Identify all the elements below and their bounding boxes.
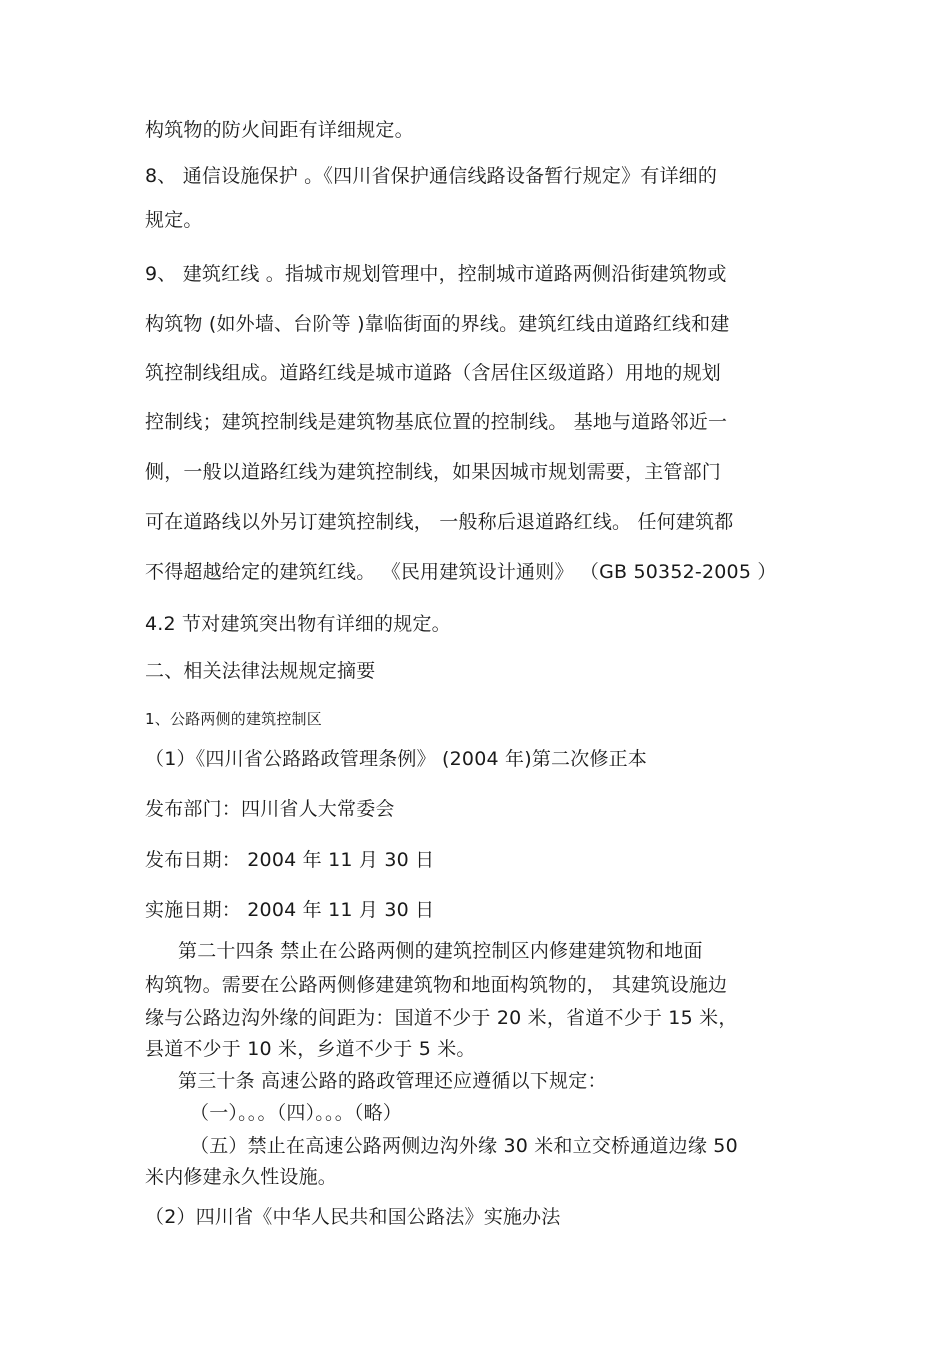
- text-line: （1）《四川省公路路政管理条例》 (2004 年)第二次修正本: [145, 748, 648, 770]
- text-line: 县道不少于 10 米，乡道不少于 5 米。: [145, 1038, 476, 1060]
- text-line: 发布日期： 2004 年 11 月 30 日: [145, 849, 435, 871]
- text-line: 第三十条 高速公路的路政管理还应遵循以下规定：: [178, 1070, 607, 1092]
- text-line: 不得超越给定的建筑红线。 《民用建筑设计通则》 （GB 50352-2005 ）: [145, 561, 777, 583]
- text-line: （五）禁止在高速公路两侧边沟外缘 30 米和立交桥通道边缘 50: [190, 1135, 738, 1157]
- text-line: 可在道路线以外另订建筑控制线， 一般称后退道路红线。 任何建筑都: [145, 511, 734, 533]
- text-line: 缘与公路边沟外缘的间距为：国道不少于 20 米，省道不少于 15 米，: [145, 1007, 738, 1029]
- text-line: 第二十四条 禁止在公路两侧的建筑控制区内修建建筑物和地面: [178, 940, 703, 962]
- section-heading: 二、相关法律法规规定摘要: [145, 660, 376, 682]
- text-line: 控制线；建筑控制线是建筑物基底位置的控制线。 基地与道路邻近一: [145, 411, 728, 433]
- text-line: 侧，一般以道路红线为建筑控制线，如果因城市规划需要，主管部门: [145, 461, 722, 483]
- text-line: （2）四川省《中华人民共和国公路法》实施办法: [145, 1206, 561, 1228]
- text-line: 规定。: [145, 209, 203, 231]
- text-line: 筑控制线组成。道路红线是城市道路（含居住区级道路）用地的规划: [145, 362, 722, 384]
- subsection-heading: 1、公路两侧的建筑控制区: [145, 710, 322, 728]
- text-line: 发布部门：四川省人大常委会: [145, 798, 395, 820]
- text-line: 构筑物 (如外墙、台阶等 )靠临街面的界线。建筑红线由道路红线和建: [145, 313, 730, 335]
- text-line: 构筑物的防火间距有详细规定。: [145, 119, 414, 141]
- text-line: 构筑物。需要在公路两侧修建建筑物和地面构筑物的， 其建筑设施边: [145, 974, 728, 996]
- text-line: 米内修建永久性设施。: [145, 1166, 338, 1188]
- text-line: （一）。。。（四）。。。（略）: [190, 1102, 403, 1124]
- text-line: 实施日期： 2004 年 11 月 30 日: [145, 899, 435, 921]
- text-line: 9、 建筑红线 。指城市规划管理中，控制城市道路两侧沿街建筑物或: [145, 263, 727, 285]
- text-line: 4.2 节对建筑突出物有详细的规定。: [145, 613, 451, 635]
- text-line: 8、 通信设施保护 。《四川省保护通信线路设备暂行规定》有详细的: [145, 165, 718, 187]
